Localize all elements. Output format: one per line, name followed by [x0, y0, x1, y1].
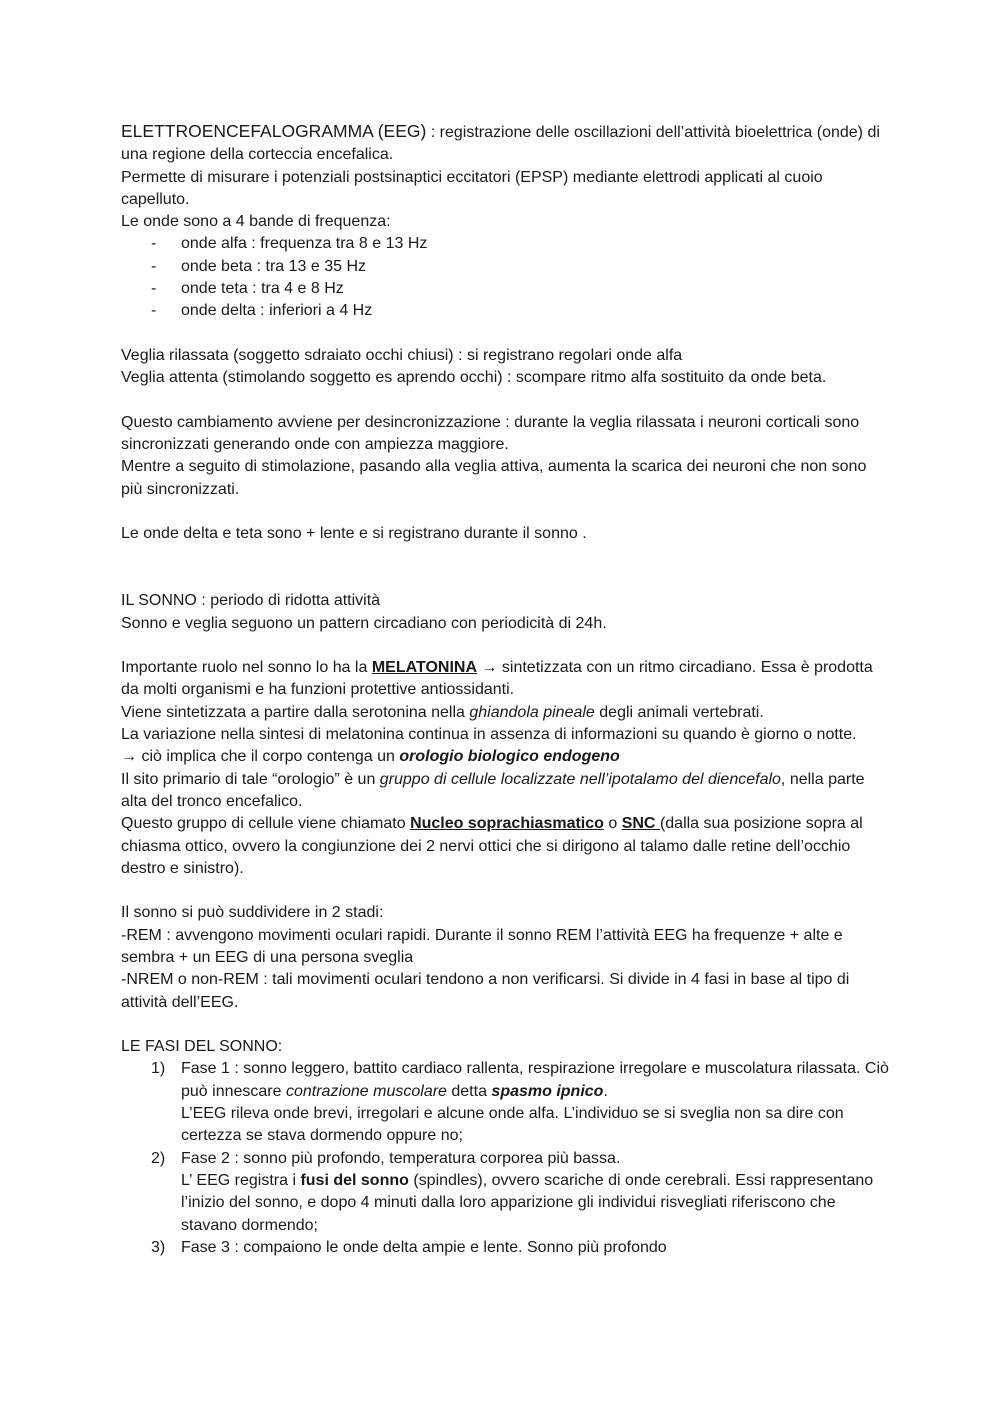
spasmo-term: spasmo ipnico	[491, 1082, 604, 1100]
slow-waves-note: Le onde delta e teta sono + lente e si registrano durante il sonno .	[121, 525, 587, 543]
sonno-title: IL SONNO : periodo di ridotta attività	[121, 592, 381, 610]
variation-paragraph: La variazione nella sintesi di melatonina continua in assenza di informazioni su quando è giorno o notte.	[121, 726, 857, 744]
clock-paragraph: → ciò implica che il corpo contenga un orologio biologico endogeno	[121, 748, 620, 766]
fusi-term: fusi del sonno	[300, 1171, 409, 1189]
circadian-pattern: Sonno e veglia seguono un pattern circadiano con periodicità di 24h.	[121, 614, 607, 632]
eeg-epsp: Permette di misurare i potenziali postsinaptici eccitatori (EPSP) mediante elettrodi applicati al cuoio capelluto.	[121, 168, 823, 208]
eeg-definition: ELETTROENCEFALOGRAMMA (EEG) : registrazione delle oscillazioni dell’attività bioelettrica (onde) di una regione della corteccia encefalica.	[121, 121, 880, 164]
list-item: - onde delta : inferiori a 4 Hz	[151, 302, 373, 320]
nucleus-term: Nucleo soprachiasmatico	[410, 815, 604, 833]
melatonina-term: MELATONINA	[371, 659, 478, 677]
clock-term: orologio biologico endogeno	[399, 748, 620, 766]
site-paragraph: Il sito primario di tale “orologio” è un gruppo di cellule localizzate nell’ipotalamo del diencefalo, nella parte alta del tronco encefalico.	[121, 770, 865, 810]
eeg-term: ELETTROENCEFALOGRAMMA (EEG)	[121, 121, 427, 141]
bands-intro: Le onde sono a 4 bande di frequenza:	[121, 213, 391, 231]
desync-paragraph-2: Mentre a seguito di stimolazione, pasando alla veglia attiva, aumenta la scarica dei neuroni che non sono più sincronizzati.	[121, 458, 867, 498]
phases-list	[121, 1058, 891, 1259]
list-item: 1) Fase 1 : sonno leggero, battito cardiaco rallenta, respirazione irregolare e muscolatura rilassata. Ciò può innescare contrazione muscolare detta spasmo ipnico. L’EEG rileva onde brevi, irregolari e alcune onde alfa. L’individuo se si sveglia non sa dire con certezza se stava dormendo oppure no;	[151, 1060, 889, 1145]
stadi-intro: Il sonno si può suddividere in 2 stadi:	[121, 904, 384, 922]
rem-paragraph: -REM : avvengono movimenti oculari rapidi. Durante il sonno REM l’attività EEG ha frequenze + alte e sembra + un EEG di una persona sveglia	[121, 926, 843, 966]
snc-term: SNC	[621, 815, 660, 833]
desync-paragraph-1: Questo cambiamento avviene per desincronizzazione : durante la veglia rilassata i neuroni corticali sono sincronizzati generando onde con ampiezza maggiore.	[121, 413, 860, 454]
list-item: 3) Fase 3 : compaiono le onde delta ampie e lente. Sonno più profondo	[151, 1238, 667, 1256]
list-item: - onde alfa : frequenza tra 8 e 13 Hz	[151, 235, 428, 253]
veglia-attenta: Veglia attenta (stimolando soggetto es aprendo occhi) : scompare ritmo alfa sostituito da onde beta.	[121, 369, 827, 387]
veglia-rilassata: Veglia rilassata (soggetto sdraiato occhi chiusi) : si registrano regolari onde alfa	[121, 346, 683, 364]
document-page	[121, 120, 891, 1259]
list-item: 2) Fase 2 : sonno più profondo, temperatura corporea più bassa. L’ EEG registra i fusi del sonno (spindles), ovvero scariche di onde cerebrali. Essi rappresentano l’inizio del sonno, e dopo 4 minuti dalla loro apparizione gli individui risvegliati riferiscono che stavano dormendo;	[151, 1149, 874, 1234]
synthesis-paragraph: Viene sintetizzata a partire dalla serotonina nella ghiandola pineale degli animali vertebrati.	[121, 703, 764, 721]
fasi-title: LE FASI DEL SONNO:	[121, 1038, 283, 1056]
melatonina-paragraph: Importante ruolo nel sonno lo ha la MELATONINA → sintetizzata con un ritmo circadiano. Essa è prodotta da molti organismi e ha funzioni protettive antiossidanti.	[121, 659, 873, 699]
nucleus-paragraph: Questo gruppo di cellule viene chiamato Nucleo soprachiasmatico o SNC (dalla sua posizione sopra al chiasma ottico, ovvero la congiunzione dei 2 nervi ottici che si dirigono al talamo dalle retine dell’occhio destro e sinistro).	[121, 815, 863, 877]
nrem-paragraph: -NREM o non-REM : tali movimenti oculari tendono a non verificarsi. Si divide in 4 fasi in base al tipo di attività dell’EEG.	[121, 971, 850, 1011]
list-item: - onde beta : tra 13 e 35 Hz	[151, 257, 367, 275]
list-item: - onde teta : tra 4 e 8 Hz	[151, 280, 344, 298]
bands-list	[121, 233, 891, 322]
